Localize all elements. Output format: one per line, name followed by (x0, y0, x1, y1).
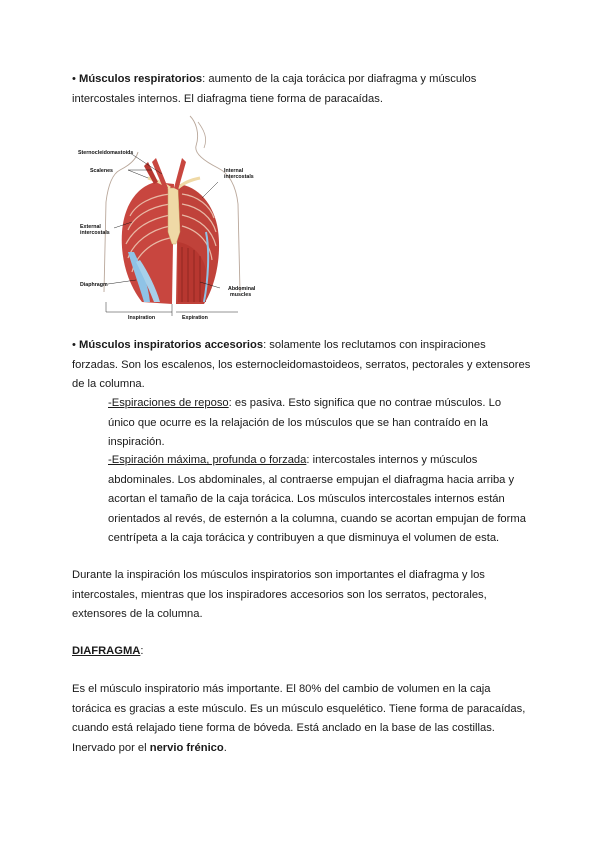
respiratory-muscles-figure (78, 112, 258, 324)
label-internal-intercostals-1: Internal (224, 168, 244, 174)
diaphragm-heading (72, 642, 532, 662)
rest-expiration-text: : es pasiva. Esto significa que no contrae músculos. Lo único que ocurre es la relajación de los músculos que se han contraído en la inspiración. (108, 397, 502, 448)
diaphragm-text-end: . (223, 741, 227, 754)
phrenic-nerve: nervio frénico (149, 741, 224, 754)
bullet: • (72, 73, 76, 85)
paragraph-accessory-muscles (72, 336, 532, 395)
label-diaphragm: Diaphragm (80, 282, 108, 288)
heading-colon: : (140, 645, 144, 657)
accessory-muscles-text: : solamente los reclutamos con inspiraciones forzadas. Son los escalenos, los esternocleidomastoideos, serratos, pectorales y extensores de la columna. (72, 339, 531, 390)
diaphragm-text: Es el músculo inspiratorio más importante. El 80% del cambio de volumen en la caja torácica es gracias a este músculo. Es un músculo esquelético. Tiene forma de paracaídas, cuando está relajado tiene forma de bóveda. Está anclado en la base de las costillas. Inervado por el (72, 683, 526, 754)
label-external-intercostals-1: External (80, 224, 101, 230)
paragraph-forced-expiration (108, 451, 528, 549)
label-external-intercostals-2: intercostals (80, 230, 110, 236)
label-abdominal-muscles-1: Abdominal (228, 286, 256, 292)
heading-accessory-muscles: Músculos inspiratorios accesorios (79, 339, 264, 351)
bullet: • (72, 339, 76, 351)
heading-diaphragm: DIAFRAGMA (72, 645, 141, 657)
forced-expiration-text: : intercostales internos y músculos abdominales. Los abdominales, al contraerse empujan el diafragma hacia arriba y acortan el tamaño de la caja torácica. Los músculos intercostales internos están orientados al revés, de esternón a la columna, cuando se acortan empujan de forma centrípeta a la caja torácica y contribuyen a que disminuya el volumen de esta. (108, 454, 526, 544)
label-scalenes: Scalenes (90, 168, 113, 174)
paragraph-rest-expiration (108, 394, 528, 453)
heading-rest-expiration: -Espiraciones de reposo (108, 397, 229, 409)
paragraph-during-inspiration (72, 566, 532, 625)
label-internal-intercostals-2: intercostals (224, 174, 254, 180)
respiratory-muscles-text: : aumento de la caja torácica por diafragma y músculos intercostales internos. El diafragma tiene forma de paracaídas. (72, 73, 477, 105)
during-inspiration-text: Durante la inspiración los músculos inspiratorios son importantes el diafragma y los intercostales, mientras que los inspiradores accesorios son los serratos, pectorales, extensores de la columna. (72, 569, 487, 620)
figure-labels (78, 112, 258, 324)
label-inspiration: Inspiration (128, 315, 156, 321)
heading-forced-expiration: -Espiración máxima, profunda o forzada (108, 454, 307, 466)
heading-respiratory-muscles: Músculos respiratorios (79, 73, 203, 85)
paragraph-respiratory-muscles (72, 70, 532, 109)
label-expiration: Expiration (182, 315, 208, 321)
label-sternocleidomastoids: Sternocleidomastoids (78, 150, 134, 156)
paragraph-diaphragm (72, 680, 532, 758)
label-abdominal-muscles-2: muscles (230, 292, 252, 298)
